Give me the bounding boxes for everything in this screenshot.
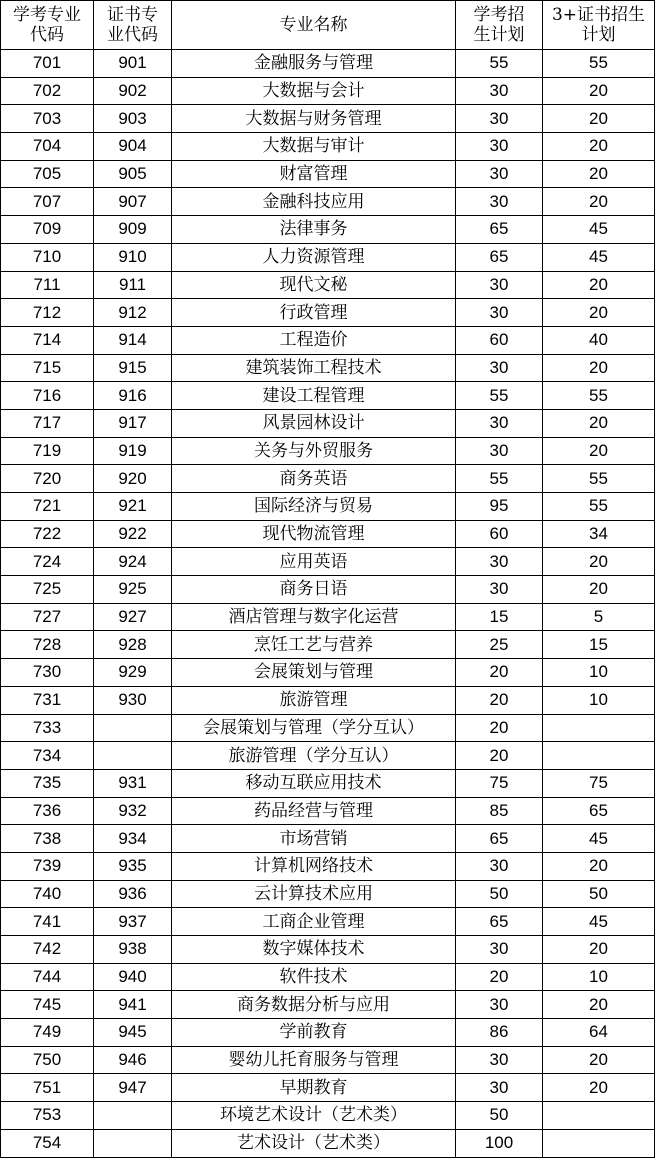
exam-plan-cell: 100	[456, 1129, 543, 1157]
cert-code-cell: 922	[94, 520, 172, 548]
table-row	[1, 603, 655, 631]
exam-plan-cell: 55	[456, 50, 543, 78]
exam-plan-cell: 15	[456, 603, 543, 631]
major-name-cell: 计算机网络技术	[172, 852, 456, 880]
cert-plan-cell: 20	[543, 188, 655, 216]
exam-plan-cell: 75	[456, 769, 543, 797]
table-row	[1, 493, 655, 521]
table-row	[1, 852, 655, 880]
cert-plan-cell: 20	[543, 1074, 655, 1102]
major-name-cell: 人力资源管理	[172, 243, 456, 271]
table-row	[1, 714, 655, 742]
exam-code-cell: 744	[1, 963, 94, 991]
cert-plan-cell: 55	[543, 465, 655, 493]
exam-code-cell: 742	[1, 936, 94, 964]
exam-plan-cell: 30	[456, 105, 543, 133]
exam-plan-cell: 55	[456, 465, 543, 493]
exam-plan-cell: 50	[456, 1102, 543, 1130]
exam-plan-cell: 20	[456, 714, 543, 742]
table-row	[1, 1102, 655, 1130]
exam-plan-cell: 55	[456, 382, 543, 410]
cert-code-cell: 930	[94, 686, 172, 714]
cert-plan-cell: 55	[543, 382, 655, 410]
major-name-cell: 早期教育	[172, 1074, 456, 1102]
table-row	[1, 963, 655, 991]
header-exam-code-line2: 代码	[30, 25, 64, 45]
table-row	[1, 216, 655, 244]
table-row	[1, 769, 655, 797]
cert-code-cell: 909	[94, 216, 172, 244]
table-row	[1, 354, 655, 382]
cert-plan-cell: 20	[543, 576, 655, 604]
table-row	[1, 880, 655, 908]
cert-code-cell: 931	[94, 769, 172, 797]
cert-plan-cell: 20	[543, 299, 655, 327]
major-name-cell: 数字媒体技术	[172, 936, 456, 964]
exam-plan-cell: 30	[456, 77, 543, 105]
table-row	[1, 382, 655, 410]
table-row	[1, 797, 655, 825]
cert-plan-cell: 10	[543, 963, 655, 991]
header-exam-plan-line2: 生计划	[473, 25, 525, 45]
cert-code-cell: 915	[94, 354, 172, 382]
major-name-cell: 云计算技术应用	[172, 880, 456, 908]
exam-code-cell: 749	[1, 1019, 94, 1047]
major-name-cell: 市场营销	[172, 825, 456, 853]
header-cert-plan-line2: 计划	[581, 25, 616, 45]
exam-code-cell: 716	[1, 382, 94, 410]
major-name-cell: 学前教育	[172, 1019, 456, 1047]
cert-plan-cell: 20	[543, 409, 655, 437]
cert-code-cell: 927	[94, 603, 172, 631]
cert-code-cell: 934	[94, 825, 172, 853]
exam-code-cell: 733	[1, 714, 94, 742]
exam-code-cell: 754	[1, 1129, 94, 1157]
exam-plan-cell: 65	[456, 216, 543, 244]
cert-code-cell: 917	[94, 409, 172, 437]
cert-plan-cell: 20	[543, 936, 655, 964]
exam-plan-cell: 30	[456, 437, 543, 465]
cert-plan-cell: 20	[543, 271, 655, 299]
exam-code-cell: 710	[1, 243, 94, 271]
exam-code-cell: 703	[1, 105, 94, 133]
cert-plan-cell: 50	[543, 880, 655, 908]
cert-plan-cell: 34	[543, 520, 655, 548]
cert-code-cell: 947	[94, 1074, 172, 1102]
cert-code-cell: 907	[94, 188, 172, 216]
major-name-cell: 会展策划与管理（学分互认）	[172, 714, 456, 742]
exam-plan-cell: 20	[456, 963, 543, 991]
header-cert-code-line2: 业代码	[107, 25, 158, 45]
cert-plan-cell: 20	[543, 548, 655, 576]
exam-code-cell: 719	[1, 437, 94, 465]
cert-code-cell: 920	[94, 465, 172, 493]
table-header	[1, 1, 655, 50]
cert-plan-cell: 20	[543, 77, 655, 105]
cert-plan-cell: 20	[543, 991, 655, 1019]
exam-plan-cell: 30	[456, 188, 543, 216]
exam-code-cell: 707	[1, 188, 94, 216]
cert-code-cell: 928	[94, 631, 172, 659]
table-row	[1, 576, 655, 604]
exam-plan-cell: 30	[456, 852, 543, 880]
exam-code-cell: 753	[1, 1102, 94, 1130]
exam-code-cell: 701	[1, 50, 94, 78]
exam-code-cell: 750	[1, 1046, 94, 1074]
header-exam-plan-line1: 学考招	[473, 5, 525, 25]
exam-plan-cell: 30	[456, 133, 543, 161]
table-row	[1, 686, 655, 714]
cert-code-cell	[94, 1102, 172, 1130]
cert-plan-cell: 20	[543, 133, 655, 161]
table-row	[1, 631, 655, 659]
header-cert-code	[94, 1, 172, 50]
exam-plan-cell: 86	[456, 1019, 543, 1047]
exam-plan-cell: 30	[456, 299, 543, 327]
major-name-cell: 酒店管理与数字化运营	[172, 603, 456, 631]
cert-code-cell: 946	[94, 1046, 172, 1074]
exam-code-cell: 721	[1, 493, 94, 521]
cert-plan-cell: 40	[543, 326, 655, 354]
exam-code-cell: 724	[1, 548, 94, 576]
major-name-cell: 烹饪工艺与营养	[172, 631, 456, 659]
table-row	[1, 243, 655, 271]
table-row	[1, 1129, 655, 1157]
major-name-cell: 商务英语	[172, 465, 456, 493]
cert-code-cell	[94, 1129, 172, 1157]
cert-plan-cell: 20	[543, 437, 655, 465]
exam-code-cell: 728	[1, 631, 94, 659]
cert-plan-cell: 45	[543, 825, 655, 853]
exam-plan-cell: 20	[456, 659, 543, 687]
table-row	[1, 50, 655, 78]
exam-code-cell: 735	[1, 769, 94, 797]
exam-plan-cell: 60	[456, 520, 543, 548]
table-row	[1, 659, 655, 687]
exam-plan-cell: 30	[456, 160, 543, 188]
major-name-cell: 金融科技应用	[172, 188, 456, 216]
cert-code-cell: 916	[94, 382, 172, 410]
cert-plan-cell	[543, 714, 655, 742]
header-cert-plan	[543, 1, 655, 50]
exam-plan-cell: 20	[456, 742, 543, 770]
exam-code-cell: 736	[1, 797, 94, 825]
cert-code-cell	[94, 742, 172, 770]
major-name-cell: 艺术设计（艺术类）	[172, 1129, 456, 1157]
table-row	[1, 77, 655, 105]
cert-code-cell	[94, 714, 172, 742]
table-body	[1, 50, 655, 1158]
table-row	[1, 991, 655, 1019]
cert-plan-cell: 64	[543, 1019, 655, 1047]
major-name-cell: 药品经营与管理	[172, 797, 456, 825]
cert-plan-cell: 20	[543, 1046, 655, 1074]
exam-code-cell: 702	[1, 77, 94, 105]
exam-code-cell: 730	[1, 659, 94, 687]
cert-code-cell: 935	[94, 852, 172, 880]
exam-code-cell: 712	[1, 299, 94, 327]
header-major-name	[172, 1, 456, 50]
major-name-cell: 现代文秘	[172, 271, 456, 299]
exam-plan-cell: 50	[456, 880, 543, 908]
cert-code-cell: 910	[94, 243, 172, 271]
exam-code-cell: 717	[1, 409, 94, 437]
header-exam-code-line1: 学考专业	[13, 5, 81, 25]
major-name-cell: 移动互联应用技术	[172, 769, 456, 797]
exam-plan-cell: 30	[456, 936, 543, 964]
table-row	[1, 1074, 655, 1102]
major-name-cell: 会展策划与管理	[172, 659, 456, 687]
cert-code-cell: 905	[94, 160, 172, 188]
table-row	[1, 437, 655, 465]
cert-plan-cell: 45	[543, 216, 655, 244]
major-name-cell: 风景园林设计	[172, 409, 456, 437]
exam-plan-cell: 30	[456, 576, 543, 604]
major-name-cell: 大数据与会计	[172, 77, 456, 105]
table-row	[1, 1046, 655, 1074]
major-name-cell: 旅游管理（学分互认）	[172, 742, 456, 770]
cert-code-cell: 936	[94, 880, 172, 908]
table-row	[1, 465, 655, 493]
exam-plan-cell: 30	[456, 991, 543, 1019]
cert-plan-cell: 45	[543, 908, 655, 936]
cert-plan-cell: 45	[543, 243, 655, 271]
cert-code-cell: 925	[94, 576, 172, 604]
cert-plan-cell: 10	[543, 686, 655, 714]
exam-plan-cell: 30	[456, 271, 543, 299]
cert-plan-cell	[543, 1129, 655, 1157]
exam-code-cell: 740	[1, 880, 94, 908]
cert-plan-cell	[543, 1102, 655, 1130]
table-row	[1, 271, 655, 299]
major-name-cell: 关务与外贸服务	[172, 437, 456, 465]
cert-code-cell: 929	[94, 659, 172, 687]
cert-code-cell: 924	[94, 548, 172, 576]
exam-code-cell: 704	[1, 133, 94, 161]
exam-code-cell: 751	[1, 1074, 94, 1102]
header-exam-plan	[456, 1, 543, 50]
cert-plan-cell: 5	[543, 603, 655, 631]
header-row	[1, 1, 655, 50]
major-name-cell: 建筑装饰工程技术	[172, 354, 456, 382]
cert-code-cell: 901	[94, 50, 172, 78]
table-row	[1, 409, 655, 437]
major-name-cell: 工程造价	[172, 326, 456, 354]
table-row	[1, 105, 655, 133]
exam-plan-cell: 30	[456, 548, 543, 576]
cert-code-cell: 937	[94, 908, 172, 936]
table-row	[1, 825, 655, 853]
exam-plan-cell: 30	[456, 354, 543, 382]
header-major-name-text: 专业名称	[279, 15, 348, 35]
major-name-cell: 行政管理	[172, 299, 456, 327]
exam-code-cell: 709	[1, 216, 94, 244]
exam-code-cell: 705	[1, 160, 94, 188]
exam-code-cell: 715	[1, 354, 94, 382]
major-name-cell: 工商企业管理	[172, 908, 456, 936]
exam-code-cell: 711	[1, 271, 94, 299]
cert-code-cell: 912	[94, 299, 172, 327]
major-name-cell: 商务数据分析与应用	[172, 991, 456, 1019]
header-cert-plan-line1: 3+证书招生	[551, 5, 646, 25]
major-name-cell: 大数据与审计	[172, 133, 456, 161]
exam-plan-cell: 25	[456, 631, 543, 659]
exam-code-cell: 722	[1, 520, 94, 548]
exam-plan-cell: 95	[456, 493, 543, 521]
header-exam-code	[1, 1, 94, 50]
table-row	[1, 326, 655, 354]
table-row	[1, 188, 655, 216]
cert-plan-cell: 20	[543, 160, 655, 188]
table-row	[1, 133, 655, 161]
table-row	[1, 160, 655, 188]
major-name-cell: 现代物流管理	[172, 520, 456, 548]
cert-plan-cell: 20	[543, 105, 655, 133]
exam-plan-cell: 60	[456, 326, 543, 354]
major-name-cell: 国际经济与贸易	[172, 493, 456, 521]
cert-code-cell: 941	[94, 991, 172, 1019]
major-name-cell: 法律事务	[172, 216, 456, 244]
exam-code-cell: 741	[1, 908, 94, 936]
cert-plan-cell: 75	[543, 769, 655, 797]
major-name-cell: 婴幼儿托育服务与管理	[172, 1046, 456, 1074]
exam-plan-cell: 20	[456, 686, 543, 714]
major-name-cell: 软件技术	[172, 963, 456, 991]
exam-code-cell: 720	[1, 465, 94, 493]
exam-plan-cell: 30	[456, 1046, 543, 1074]
major-name-cell: 金融服务与管理	[172, 50, 456, 78]
cert-code-cell: 938	[94, 936, 172, 964]
major-name-cell: 建设工程管理	[172, 382, 456, 410]
exam-code-cell: 734	[1, 742, 94, 770]
exam-plan-cell: 30	[456, 1074, 543, 1102]
exam-code-cell: 725	[1, 576, 94, 604]
exam-plan-cell: 85	[456, 797, 543, 825]
cert-code-cell: 945	[94, 1019, 172, 1047]
major-name-cell: 环境艺术设计（艺术类）	[172, 1102, 456, 1130]
exam-code-cell: 727	[1, 603, 94, 631]
cert-code-cell: 940	[94, 963, 172, 991]
header-cert-code-line1: 证书专	[107, 5, 158, 25]
major-name-cell: 旅游管理	[172, 686, 456, 714]
exam-code-cell: 738	[1, 825, 94, 853]
cert-code-cell: 902	[94, 77, 172, 105]
exam-code-cell: 739	[1, 852, 94, 880]
table-row	[1, 936, 655, 964]
cert-plan-cell: 20	[543, 852, 655, 880]
table-row	[1, 742, 655, 770]
exam-plan-cell: 65	[456, 908, 543, 936]
exam-code-cell: 714	[1, 326, 94, 354]
cert-plan-cell: 55	[543, 50, 655, 78]
major-name-cell: 应用英语	[172, 548, 456, 576]
cert-plan-cell: 65	[543, 797, 655, 825]
cert-code-cell: 904	[94, 133, 172, 161]
exam-plan-cell: 65	[456, 243, 543, 271]
table-row	[1, 520, 655, 548]
exam-code-cell: 745	[1, 991, 94, 1019]
table-row	[1, 299, 655, 327]
exam-plan-cell: 30	[456, 409, 543, 437]
cert-code-cell: 919	[94, 437, 172, 465]
cert-plan-cell: 20	[543, 354, 655, 382]
cert-code-cell: 921	[94, 493, 172, 521]
cert-plan-cell	[543, 742, 655, 770]
exam-plan-cell: 65	[456, 825, 543, 853]
major-name-cell: 财富管理	[172, 160, 456, 188]
cert-code-cell: 914	[94, 326, 172, 354]
major-name-cell: 大数据与财务管理	[172, 105, 456, 133]
exam-code-cell: 731	[1, 686, 94, 714]
cert-plan-cell: 10	[543, 659, 655, 687]
cert-plan-cell: 55	[543, 493, 655, 521]
table-row	[1, 548, 655, 576]
cert-plan-cell: 15	[543, 631, 655, 659]
cert-code-cell: 903	[94, 105, 172, 133]
major-name-cell: 商务日语	[172, 576, 456, 604]
table-row	[1, 1019, 655, 1047]
table-row	[1, 908, 655, 936]
cert-code-cell: 932	[94, 797, 172, 825]
cert-code-cell: 911	[94, 271, 172, 299]
